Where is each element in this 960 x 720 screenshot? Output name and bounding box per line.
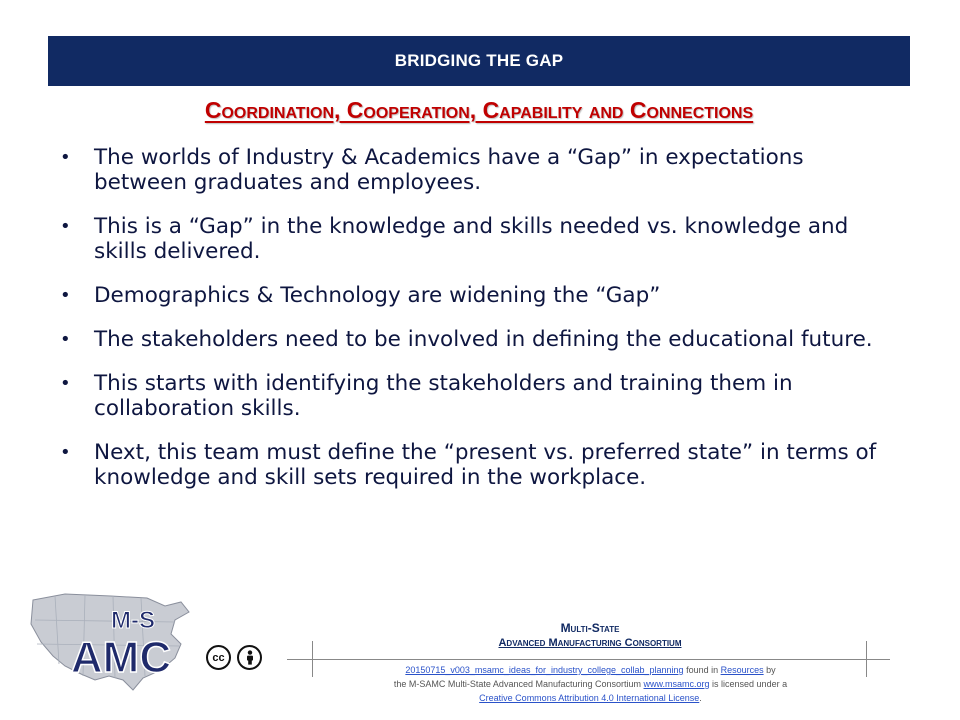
bullet-dot-icon: •	[60, 329, 71, 350]
msamc-logo	[25, 586, 195, 696]
bullet-text: Next, this team must define the “present vs. preferred state” in terms of knowledge and skill sets required in the workplace.	[94, 440, 877, 490]
license-found-in: found in	[683, 665, 721, 675]
slide-subtitle: Coordination, Cooperation, Capability and Connections	[204, 97, 754, 123]
bullet-text: The worlds of Industry & Academics have a “Gap” in expectations between graduates and employees.	[94, 145, 804, 195]
slide-title: BRIDGING THE GAP	[394, 51, 564, 70]
logo-bottom-text: AMC	[70, 633, 172, 682]
bullet-text: This is a “Gap” in the knowledge and skills needed vs. knowledge and skills delivered.	[94, 214, 849, 264]
cc-license-badge	[206, 645, 262, 670]
cc-icon: cc	[206, 645, 231, 670]
license-link[interactable]: Creative Commons Attribution 4.0 International License	[479, 693, 700, 703]
consortium-name	[430, 621, 750, 651]
header-bar	[48, 36, 910, 86]
website-link[interactable]: www.msamc.org	[643, 679, 710, 689]
bullet-dot-icon: •	[60, 147, 71, 168]
footer-divider	[287, 659, 890, 660]
bullet-item	[60, 327, 890, 352]
bullet-dot-icon: •	[60, 442, 71, 463]
footer-divider-tick	[312, 641, 313, 677]
bullet-item	[60, 371, 890, 421]
license-period: .	[699, 693, 702, 703]
bullet-text: The stakeholders need to be involved in defining the educational future.	[94, 327, 873, 352]
license-by: by	[763, 665, 776, 675]
bullet-dot-icon: •	[60, 373, 71, 394]
consortium-line2: Advanced Manufacturing Consortium	[498, 637, 682, 649]
bullet-dot-icon: •	[60, 285, 71, 306]
bullet-list	[60, 145, 890, 509]
license-line2-suffix: is licensed under a	[709, 679, 788, 689]
resources-link[interactable]: Resources	[720, 665, 764, 675]
license-text	[318, 663, 863, 705]
footer-divider-tick	[866, 641, 867, 677]
logo-top-text: M-S	[111, 607, 155, 634]
bullet-item	[60, 283, 890, 308]
consortium-line1: Multi-State	[560, 621, 620, 635]
bullet-item	[60, 440, 890, 490]
license-line2-prefix: the M-SAMC Multi-State Advanced Manufacturing Consortium	[393, 679, 644, 689]
bullet-text: Demographics & Technology are widening the “Gap”	[94, 283, 661, 308]
bullet-text: This starts with identifying the stakeholders and training them in collaboration skills.	[94, 371, 793, 421]
bullet-item	[60, 145, 890, 195]
person-icon	[237, 645, 262, 670]
bullet-item	[60, 214, 890, 264]
bullet-dot-icon: •	[60, 216, 71, 237]
document-link[interactable]: 20150715_v003_msamc_ideas_for_industry_college_collab_planning	[405, 665, 684, 675]
